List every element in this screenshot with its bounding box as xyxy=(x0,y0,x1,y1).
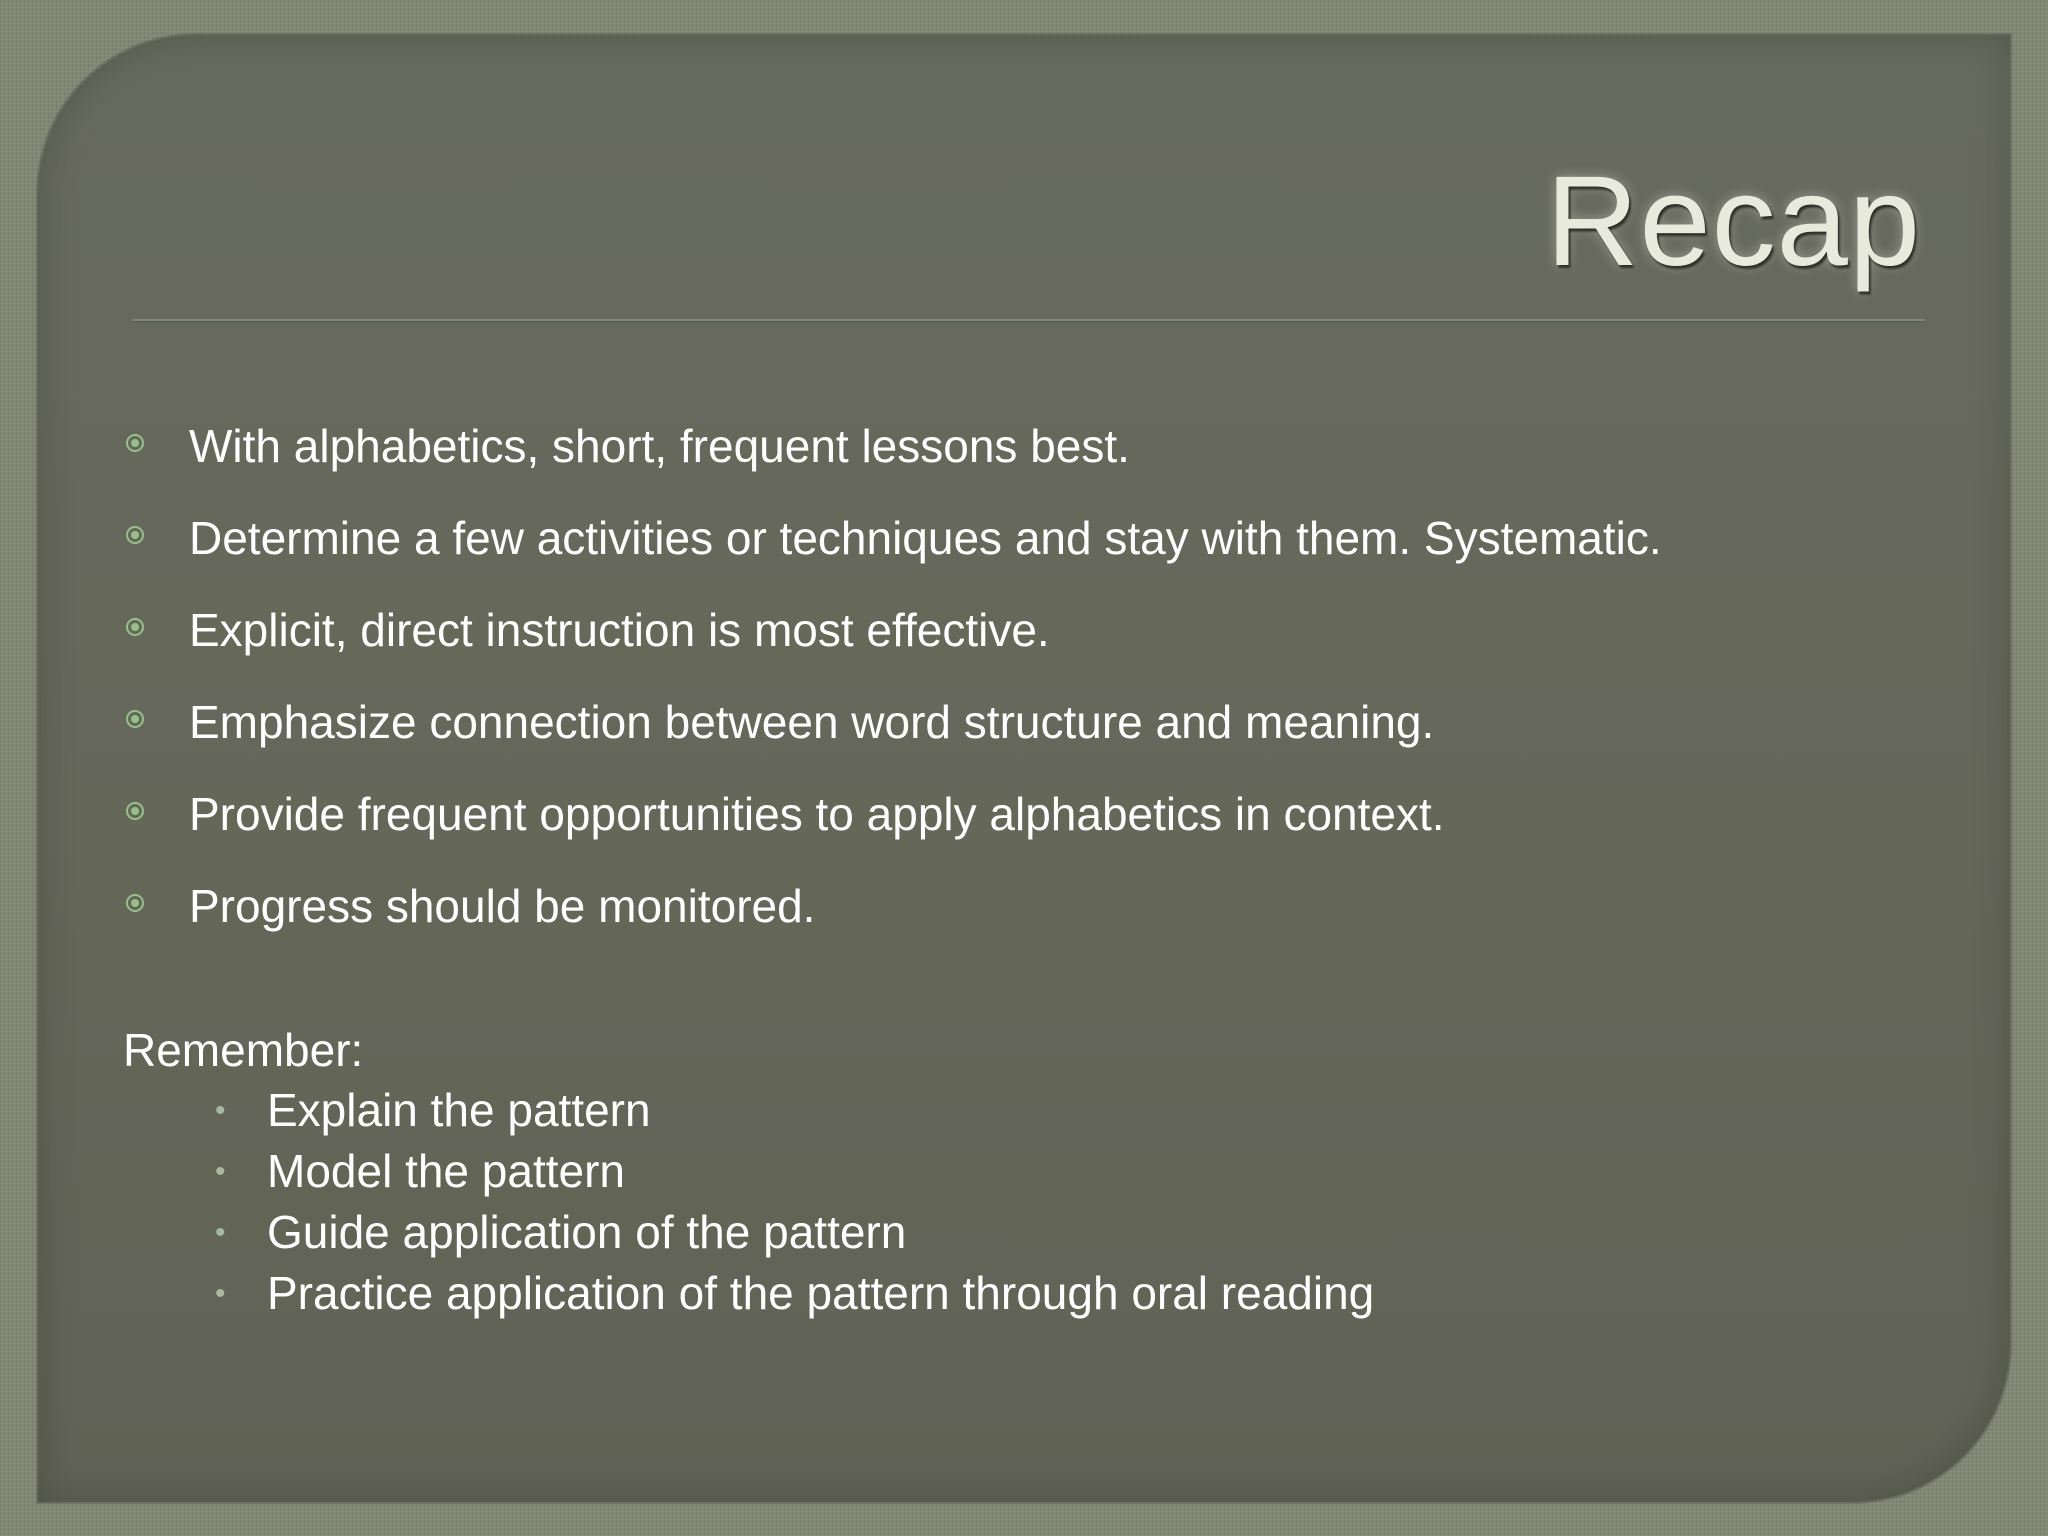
slide-title: Recap xyxy=(1546,150,1921,293)
bullet-item xyxy=(120,400,1950,492)
sub-item-text: Explain the pattern xyxy=(267,1084,651,1136)
bullet-text: Determine a few activities or techniques and stay with them. Systematic. xyxy=(189,512,1662,564)
bullet-text: With alphabetics, short, frequent lessons best. xyxy=(189,420,1130,472)
sub-item-text: Model the pattern xyxy=(267,1145,626,1197)
bullet-item xyxy=(120,584,1950,676)
bullet-text: Provide frequent opportunities to apply alphabetics in context. xyxy=(189,788,1445,840)
bullet-text: Progress should be monitored. xyxy=(189,880,816,932)
bullet-text: Emphasize connection between word structure and meaning. xyxy=(189,696,1435,748)
dot-bullet-icon: • xyxy=(215,1094,226,1127)
target-circle-bullet-icon xyxy=(126,894,144,912)
target-circle-bullet-icon xyxy=(126,710,144,728)
dot-bullet-icon: • xyxy=(215,1277,226,1310)
bullet-item xyxy=(120,768,1950,860)
dot-bullet-icon: • xyxy=(215,1216,226,1249)
target-circle-bullet-icon xyxy=(126,802,144,820)
bullet-text: Explicit, direct instruction is most effective. xyxy=(189,604,1050,656)
bullet-item xyxy=(120,860,1950,952)
bullet-item xyxy=(120,492,1950,584)
remember-heading: Remember: xyxy=(123,1024,364,1076)
sub-item-text: Guide application of the pattern xyxy=(267,1206,907,1258)
title-divider xyxy=(133,319,1925,321)
main-bullet-list xyxy=(120,400,1950,952)
target-circle-bullet-icon xyxy=(126,526,144,544)
target-circle-bullet-icon xyxy=(126,434,144,452)
sub-item-text: Practice application of the pattern through oral reading xyxy=(267,1267,1375,1319)
dot-bullet-icon: • xyxy=(215,1155,226,1188)
target-circle-bullet-icon xyxy=(126,618,144,636)
bullet-item xyxy=(120,676,1950,768)
